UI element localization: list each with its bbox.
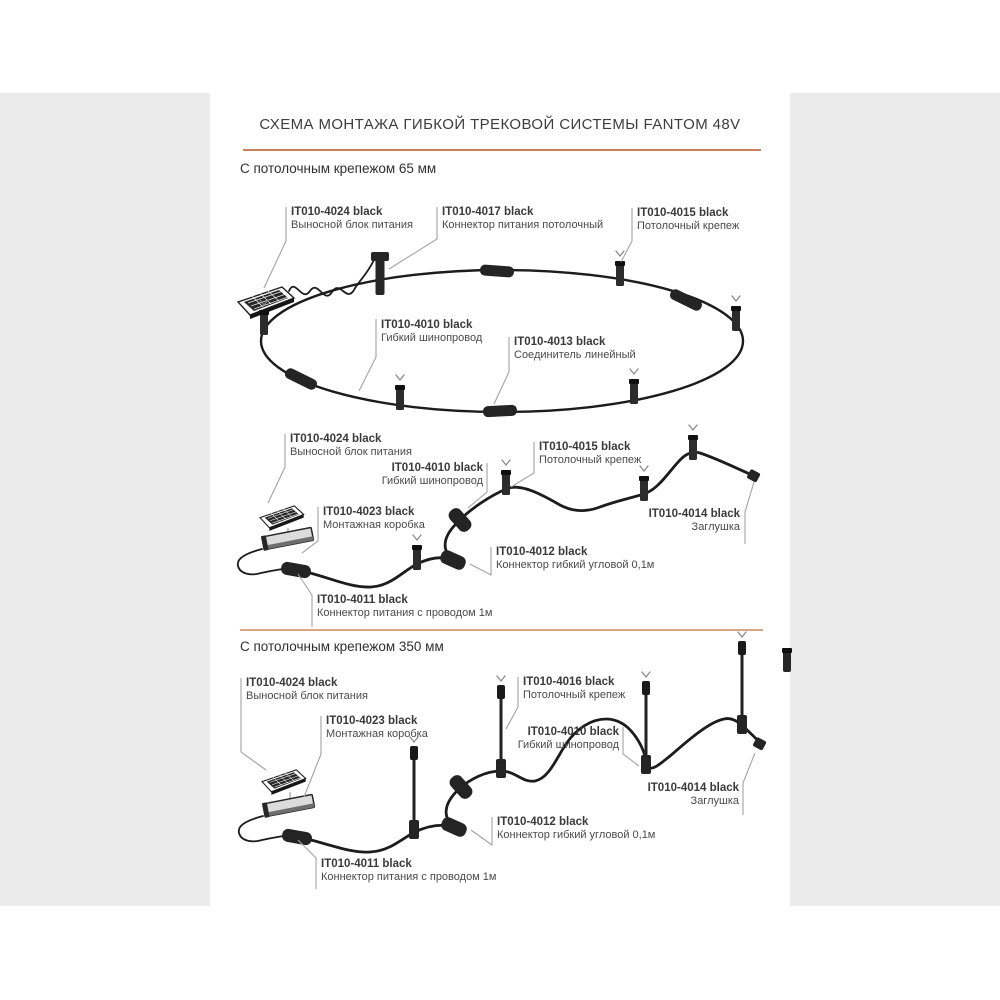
part-label: IT010-4011 black Коннектор питания с проводом 1м [317, 594, 493, 619]
ceiling-mount-rod-icon [409, 737, 419, 839]
part-label: IT010-4017 black Коннектор питания потолочный [442, 206, 604, 231]
linear-connector-icon [483, 405, 518, 418]
part-label: IT010-4024 black Выносной блок питания [291, 206, 413, 231]
part-label: IT010-4015 black Потолочный крепеж [637, 207, 740, 232]
endcap-icon [746, 469, 760, 483]
ceiling-power-connector-icon [371, 252, 389, 295]
ceiling-mount-rod-icon [641, 672, 651, 774]
power-feed-connector-icon [281, 828, 313, 846]
ceiling-mount-icon [501, 460, 511, 495]
part-label: IT010-4010 black Гибкий шинопровод [381, 462, 483, 487]
ceiling-mount-icon [639, 466, 649, 501]
part-label: IT010-4012 black Коннектор гибкий угловой 0,1м [497, 816, 656, 841]
power-feed-connector-icon [280, 561, 312, 579]
section-heading-350mm: С потолочным крепежом 350 мм [240, 639, 444, 654]
flexible-track [311, 825, 453, 852]
spare-mount-cylinder-icon [782, 648, 792, 672]
part-label: IT010-4014 black Заглушка [647, 782, 739, 807]
feed-wire [239, 816, 283, 841]
part-label: IT010-4023 black Монтажная коробка [323, 506, 425, 531]
part-label: IT010-4010 black Гибкий шинопровод [381, 319, 483, 344]
ring-track-diagram [238, 251, 743, 417]
part-label: IT010-4024 black Выносной блок питания [290, 433, 412, 458]
ceiling-mount-icon [731, 296, 741, 331]
part-label: IT010-4011 black Коннектор питания с проводом 1м [321, 858, 497, 883]
linear-connector-icon [668, 288, 703, 313]
psu-icon [262, 770, 306, 795]
ceiling-mount-icon [629, 369, 639, 404]
part-label: IT010-4013 black Соединитель линейный [514, 336, 636, 361]
ceiling-mount-rod-icon [737, 632, 747, 734]
part-label: IT010-4014 black Заглушка [648, 508, 740, 533]
part-label: IT010-4010 black Гибкий шинопровод [517, 726, 619, 751]
flexible-track [310, 558, 452, 587]
part-label: IT010-4016 black Потолочный крепеж [523, 676, 626, 701]
part-label: IT010-4023 black Монтажная коробка [326, 715, 428, 740]
psu-icon [260, 506, 304, 531]
ceiling-mount-icon [412, 535, 422, 570]
ceiling-mount-icon [395, 375, 405, 410]
corner-connector-icon [439, 815, 468, 838]
mounting-box-icon [261, 526, 314, 550]
part-label: IT010-4012 black Коннектор гибкий угловой 0,1м [496, 546, 655, 571]
diagram-title: СХЕМА МОНТАЖА ГИБКОЙ ТРЕКОВОЙ СИСТЕМЫ FANTOM 48V [259, 116, 741, 133]
part-label: IT010-4024 black Выносной блок питания [246, 677, 368, 702]
part-label: IT010-4015 black Потолочный крепеж [539, 441, 642, 466]
linear-connector-icon [283, 367, 318, 392]
section-heading-65mm: С потолочным крепежом 65 мм [240, 161, 437, 176]
mounting-box-icon [262, 793, 315, 817]
linear-connector-icon [480, 264, 515, 277]
feed-wire [238, 549, 282, 574]
corner-connector-icon [438, 548, 467, 571]
ceiling-mount-icon [688, 425, 698, 460]
